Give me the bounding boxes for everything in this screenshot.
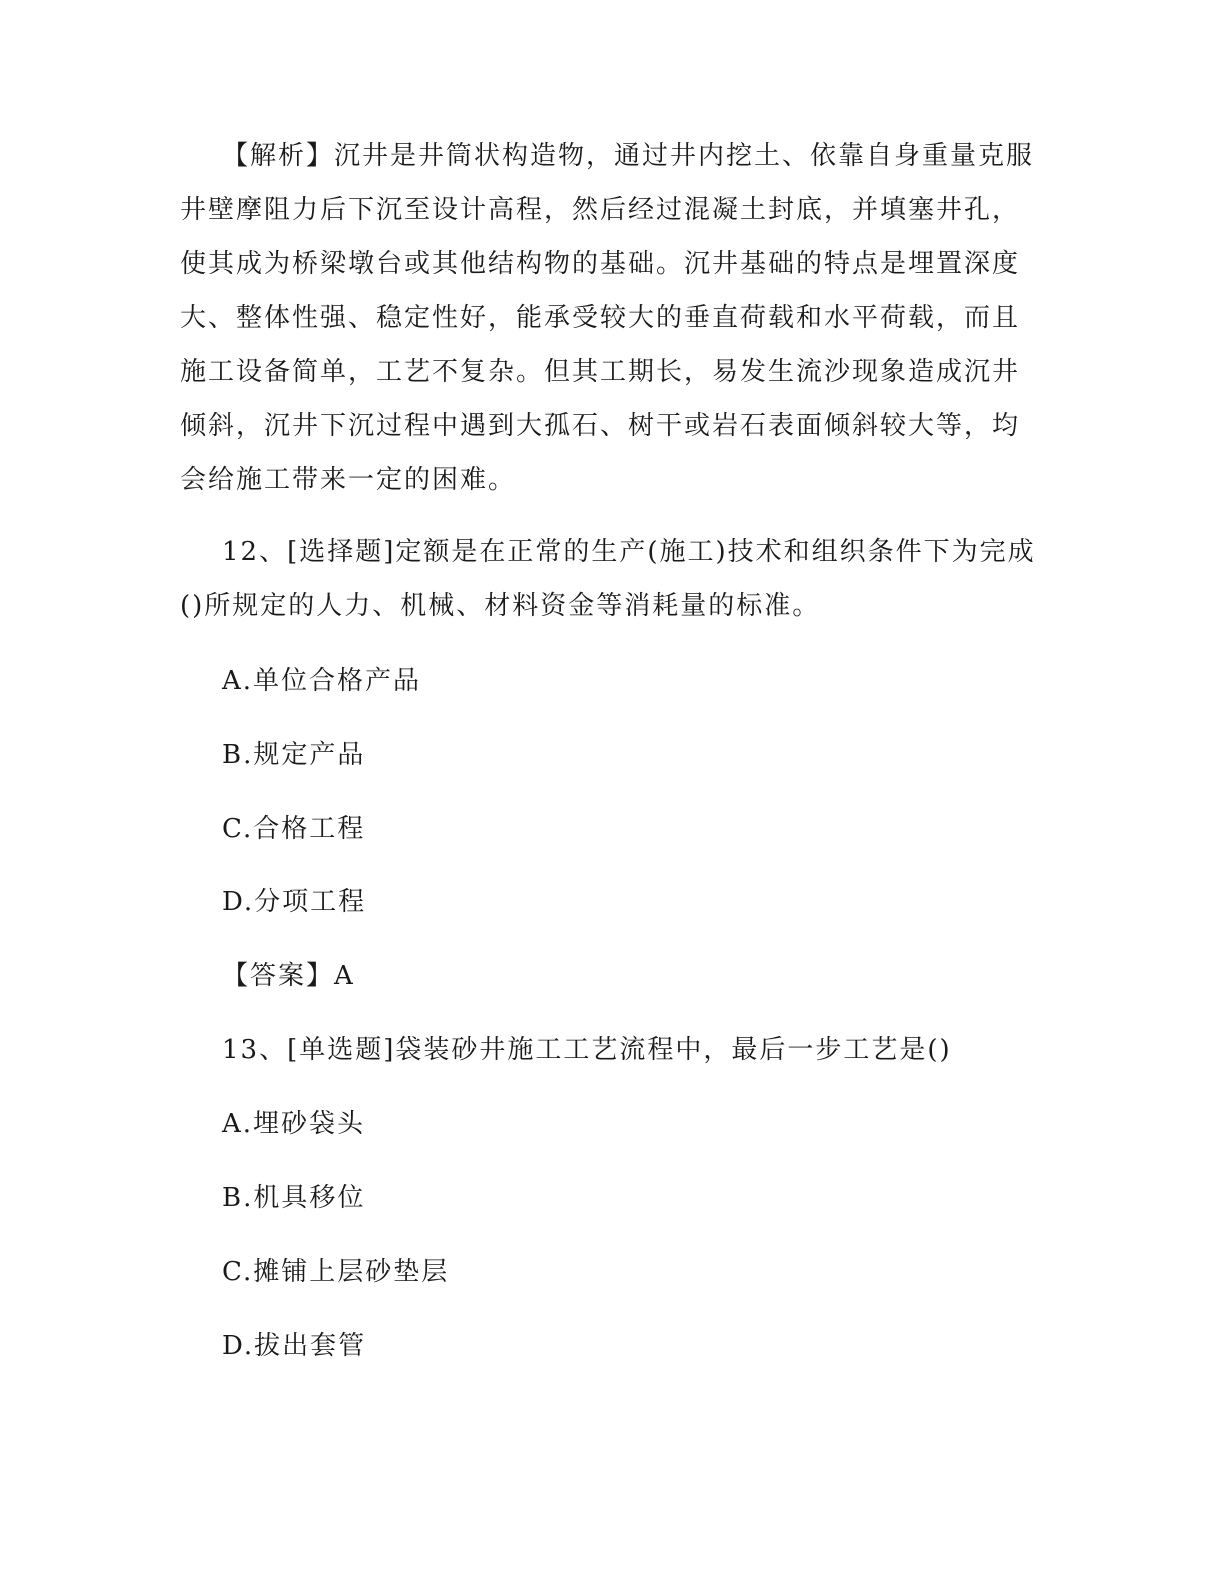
q12-option-c: C.合格工程 xyxy=(222,814,366,844)
analysis-line: 会给施工带来一定的困难。 xyxy=(180,465,517,495)
q13-option-c: C.摊铺上层砂垫层 xyxy=(222,1257,450,1287)
q13-option-b: B.机具移位 xyxy=(222,1183,366,1213)
q12-answer: 【答案】A xyxy=(222,961,355,991)
analysis-line: 倾斜，沉井下沉过程中遇到大孤石、树干或岩石表面倾斜较大等，均 xyxy=(180,411,1021,441)
analysis-line: 使其成为桥梁墩台或其他结构物的基础。沉井基础的特点是埋置深度 xyxy=(180,249,1021,279)
question-stem-line: ()所规定的人力、机械、材料资金等消耗量的标准。 xyxy=(180,591,821,621)
question-12-stem xyxy=(180,525,1036,633)
analysis-line: 井壁摩阻力后下沉至设计高程，然后经过混凝土封底，并填塞井孔， xyxy=(180,195,1021,225)
analysis-line: 【解析】沉井是井筒状构造物，通过井内挖土、依靠自身重量克服 xyxy=(222,141,1035,171)
analysis-line: 施工设备简单，工艺不复杂。但其工期长，易发生流沙现象造成沉井 xyxy=(180,357,1021,387)
analysis-paragraph xyxy=(180,129,1035,507)
q13-option-d: D.拔出套管 xyxy=(222,1331,367,1361)
question-13-stem: 13、[单选题]袋装砂井施工工艺流程中，最后一步工艺是() xyxy=(222,1035,952,1065)
question-stem-line: 12、[选择题]定额是在正常的生产(施工)技术和组织条件下为完成 xyxy=(222,537,1036,567)
q13-option-a: A.埋砂袋头 xyxy=(222,1109,366,1139)
q12-option-a: A.单位合格产品 xyxy=(222,666,422,696)
q12-option-b: B.规定产品 xyxy=(222,740,366,770)
q12-option-d: D.分项工程 xyxy=(222,887,367,917)
analysis-line: 大、整体性强、稳定性好，能承受较大的垂直荷载和水平荷载，而且 xyxy=(180,303,1021,333)
